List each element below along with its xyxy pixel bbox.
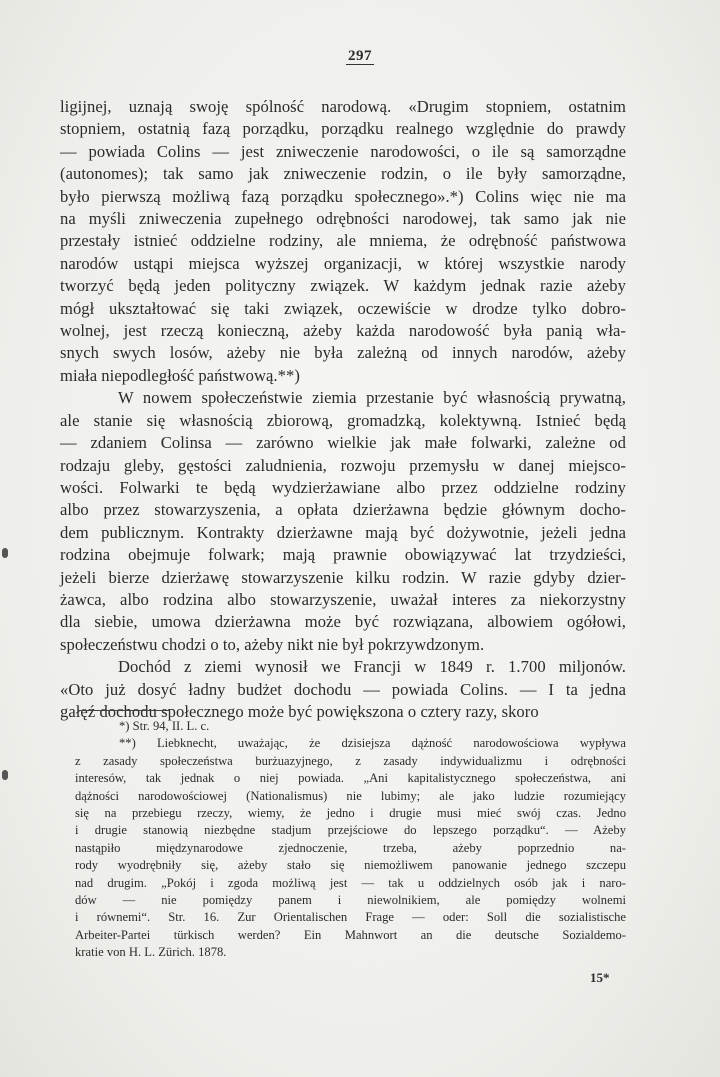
text-line: jeżeli bierze dzierżawę stowarzyszenie kilku rodzin. W razie gdyby dzier- (60, 567, 626, 587)
text-line: snych swych losów, ażeby nie była zależną od innych narodów, ażeby (60, 343, 626, 363)
scan-edge-mark (2, 770, 8, 780)
text-line: narodów ustąpi miejsca wyższej organizacji, w której wszystkie narody (60, 253, 626, 273)
text-line: gałęź dochodu społecznego może być powiększona o cztery razy, skoro (60, 701, 539, 721)
text-line: przestały istnieć oddzielne rodziny, ale mniema, że odrębność państwowa (60, 231, 626, 251)
text-line: ligijnej, uznają swoję spólność narodową. «Drugim stopniem, ostatnim (60, 97, 626, 116)
footnote-line: Arbeiter-Partei türkisch werden? Ein Mahnwort an die deutsche Sozialdemo- (75, 927, 626, 942)
main-text (60, 96, 626, 723)
footnote-line: z zasady społeczeństwa burżuazyjnego, z zasady indywidualizmu i odrębności (75, 753, 626, 768)
text-line: dem publicznym. Kontrakty dzierżawne mają być dożywotnie, jeżeli jedna (60, 522, 626, 542)
footnote-line: się na przebiegu rzeczy, wiemy, że jedno i drugie musi mieć swój czas. Jedno (75, 806, 626, 821)
footnote-line: interesów, tak jednak o niej powiada. „Ani kapitalistycznego społeczeństwa, ani (75, 771, 626, 786)
text-line: dla siebie, umowa dzierżawna może być rozwiązana, albowiem ogółowi, (60, 612, 626, 632)
footnote-line: i drugie stanowią niezbędne stadjum przejściowe do lepszego porządku“. — Ażeby (75, 823, 626, 838)
footnote-line: nad drugim. „Pokój i zgoda możliwą jest — tak u oddzielnych osób jak i naro- (75, 875, 626, 890)
text-line: albo przez stowarzyszenia, a opłata dzierżawna będzie głównym docho- (60, 500, 626, 520)
footnote-line: i równemi“. Str. 16. Zur Orientalischen Frage — oder: Soll die sozialistische (75, 910, 626, 925)
footnote-line: *) Str. 94, II. L. c. (119, 719, 210, 733)
footnote-line: rody wyodrębniły się, ażeby stało się niemożliwem panowanie jednego szczepu (75, 858, 626, 873)
text-line: — powiada Colins — jest zniweczenie narodowości, o ile są samorządne (60, 141, 626, 161)
text-line: rodzina obejmuje folwark; mają prawnie obowiązywać lat trzydzieści, (60, 545, 626, 565)
footnote-line: **) Liebknecht, uważając, że dzisiejsza dążność narodowościowa wypływa (119, 736, 626, 751)
footnote-line: kratie von H. L. Zürich. 1878. (75, 945, 227, 960)
footnote-divider (78, 710, 170, 711)
text-line: wości. Folwarki te będą wydzierżawiane albo przez oddzielne rodziny (60, 477, 626, 497)
text-line: ale stanie się własnością zbiorową, gromadzką, kolektywną. Istnieć będą (60, 410, 626, 430)
text-line: było pierwszą możliwą fazą porządku społecznego».*) Colins więc nie ma (60, 186, 626, 206)
footnote-line: dążności narodowościowej (Nationalismus) nie lubimy; ale jako ludzie rozumiejący (75, 788, 626, 803)
printer-signature: 15* (590, 970, 610, 985)
text-line: W nowem społeczeństwie ziemia przestanie być własnością prywatną, (118, 388, 626, 408)
text-line: społeczeństwu chodzi o to, ażeby nikt nie był pokrzywdzonym. (60, 634, 485, 654)
text-line: miała niepodległość państwową.**) (60, 365, 300, 385)
text-line: mógł ukształtować się taki związek, oczewiście w drodze tylko dobro- (60, 298, 626, 318)
text-line: na myśli zniweczenia zupełnego odrębności narodowej, tak samo jak nie (60, 209, 626, 229)
text-line: Dochód z ziemi wynosił we Francji w 1849 r. 1.700 miljonów. (118, 657, 626, 677)
paragraph-3 (60, 656, 626, 723)
text-line: żawca, albo rodzina albo stowarzyszenie, uważał interes za niekorzystny (60, 589, 626, 609)
footnote-line: nastąpiło międzynarodowe zjednoczenie, trzeba, ażeby poprzednio na- (75, 840, 626, 855)
text-line: rodzaju gleby, gęstości zaludnienia, rozwoju przemysłu w danej miejsco- (60, 455, 626, 475)
text-line: stopniem, ostatnią fazą porządku, porządku realnego względnie do prawdy (60, 119, 626, 139)
footnotes (75, 718, 626, 962)
page-number: 297 (348, 48, 372, 64)
text-line: tworzyć będą jeden polityczny związek. W każdym jednak razie ażeby (60, 276, 626, 296)
scan-edge-mark (2, 548, 8, 558)
text-line: «Oto już dosyć ładny budżet dochodu — powiada Colins. — I ta jedna (60, 679, 626, 699)
text-line: — zdaniem Colinsa — zarówno wielkie jak małe folwarki, zależne od (60, 433, 626, 453)
footnote-2 (75, 735, 626, 961)
text-line: (autonomes); tak samo jak zniweczenie rodzin, o ile były samorządne, (60, 164, 626, 184)
footnote-line: dów — nie pomiędzy panem i niewolnikiem, ale pomiędzy wolnemi (75, 893, 626, 908)
paragraph-2 (60, 387, 626, 656)
footnote-1 (75, 718, 626, 735)
paragraph-1 (60, 96, 626, 387)
text-line: wolnej, jest rzeczą konieczną, ażeby każda narodowość była panią wła- (60, 321, 626, 341)
